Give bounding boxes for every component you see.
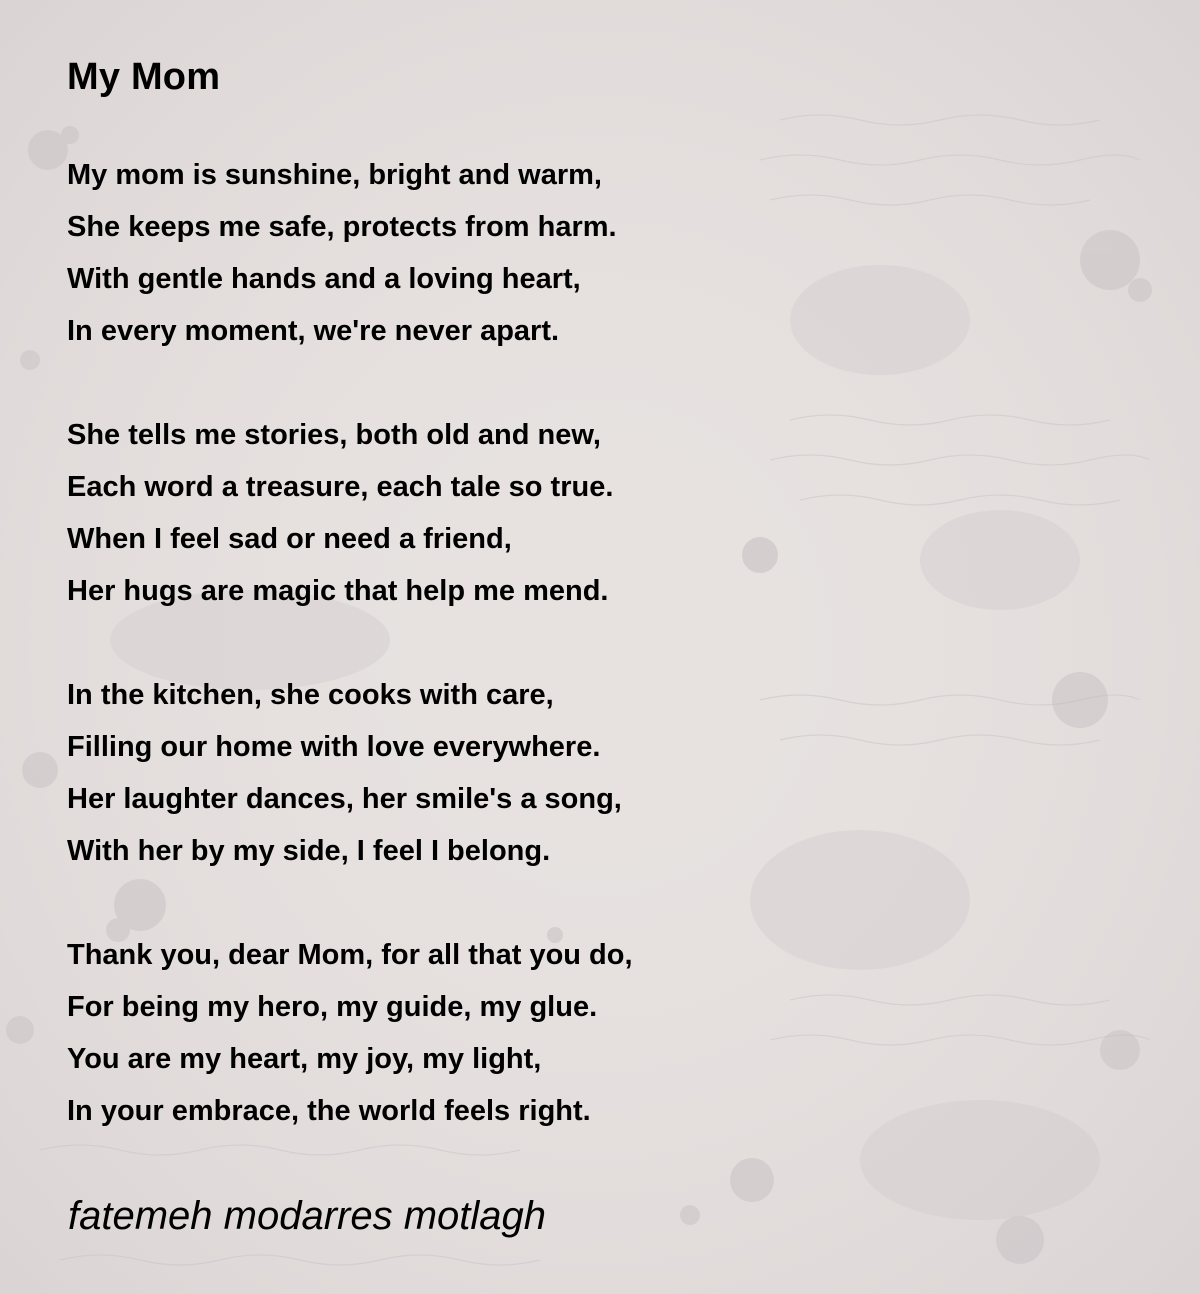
poem-line: Her hugs are magic that help me mend. xyxy=(67,575,609,607)
stanza xyxy=(67,409,613,617)
poem-line: When I feel sad or need a friend, xyxy=(67,523,512,555)
poem-line: Her laughter dances, her smile's a song, xyxy=(67,783,622,815)
poem-line: Thank you, dear Mom, for all that you do, xyxy=(67,939,633,971)
poem-line: Filling our home with love everywhere. xyxy=(67,731,601,763)
poem-line: You are my heart, my joy, my light, xyxy=(67,1043,542,1075)
poem-line: With gentle hands and a loving heart, xyxy=(67,263,581,295)
poem-line: With her by my side, I feel I belong. xyxy=(67,835,551,867)
poem-line: In every moment, we're never apart. xyxy=(67,315,560,347)
stanza xyxy=(67,149,617,357)
poem-line: My mom is sunshine, bright and warm, xyxy=(67,159,602,191)
stanza xyxy=(67,929,633,1137)
poem-line: In the kitchen, she cooks with care, xyxy=(67,679,554,711)
stanza xyxy=(67,669,622,877)
poem-line: In your embrace, the world feels right. xyxy=(67,1095,591,1127)
poem-line: For being my hero, my guide, my glue. xyxy=(67,991,598,1023)
poem-line: She keeps me safe, protects from harm. xyxy=(67,211,617,243)
poem-author: fatemeh modarres motlagh xyxy=(68,1194,547,1238)
poem-line: She tells me stories, both old and new, xyxy=(67,419,601,451)
poem-title: My Mom xyxy=(67,56,221,98)
poem-line: Each word a treasure, each tale so true. xyxy=(67,471,614,503)
